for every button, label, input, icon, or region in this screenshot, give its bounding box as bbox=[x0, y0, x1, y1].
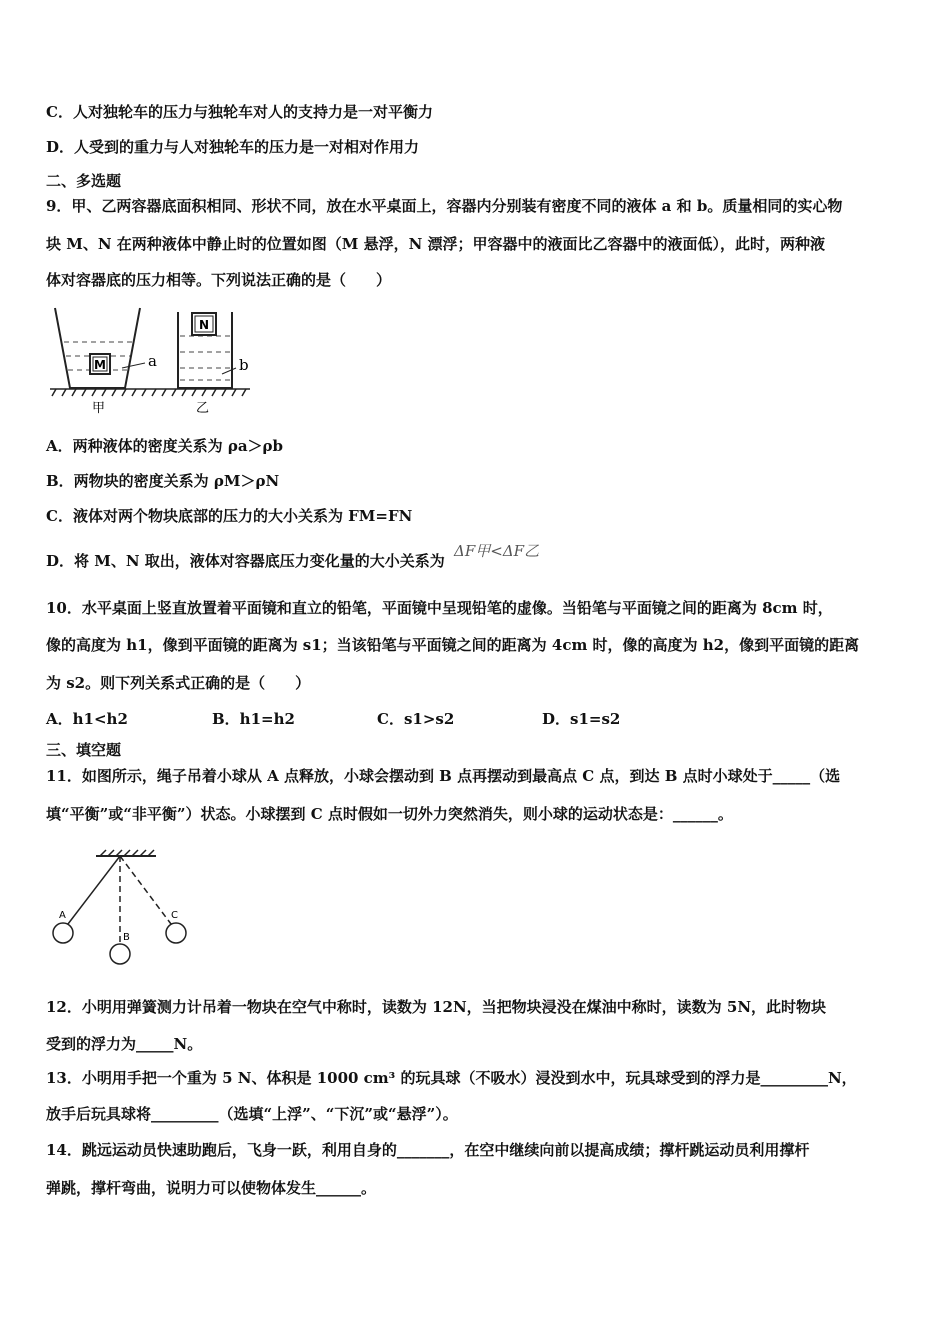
q10-option-a: A．h1<h2 bbox=[46, 710, 128, 728]
q9-stem-line3: 体对容器底的压力相等。下列说法正确的是（ ） bbox=[46, 271, 392, 289]
section-fill-blank-heading: 三、填空题 bbox=[46, 741, 122, 759]
svg-text:N: N bbox=[198, 318, 210, 332]
q9-containers-figure bbox=[50, 300, 260, 418]
q14-stem-line1: 14．跳远运动员快速助跑后，飞身一跃，利用自身的_______，在空中继续向前以提高成绩；撑杆跳运动员利用撑杆 bbox=[46, 1141, 810, 1159]
q9-option-b: B．两物块的密度关系为 ρM＞ρN bbox=[46, 472, 280, 490]
svg-text:b: b bbox=[239, 356, 249, 374]
svg-text:B: B bbox=[123, 932, 130, 943]
ball-b bbox=[110, 944, 130, 964]
q14-stem-line2: 弹跳，撑杆弯曲，说明力可以使物体发生______。 bbox=[46, 1179, 377, 1197]
q10-stem-line1: 10．水平桌面上竖直放置着平面镜和直立的铅笔，平面镜中呈现铅笔的虚像。当铅笔与平面镜之间的距离为 8cm 时， bbox=[46, 599, 833, 617]
q9-option-d bbox=[46, 542, 540, 571]
q8-option-d: D．人受到的重力与人对独轮车的压力是一对相对作用力 bbox=[46, 138, 420, 156]
q13-stem-line1: 13．小明用手把一个重为 5 N、体积是 1000 cm³ 的玩具球（不吸水）浸没到水中，玩具球受到的浮力是_________N， bbox=[46, 1069, 857, 1087]
q10-option-c: C．s1>s2 bbox=[377, 710, 455, 728]
q13-stem-line2: 放手后玩具球将_________（选填“上浮”、“下沉”或“悬浮”）。 bbox=[46, 1105, 458, 1123]
table-ground bbox=[50, 389, 250, 396]
svg-text:a: a bbox=[148, 352, 157, 370]
q9-option-c: C．液体对两个物块底部的压力的大小关系为 FM=FN bbox=[46, 507, 413, 525]
q10-stem-line3: 为 s2。则下列关系式正确的是（ ） bbox=[46, 674, 311, 692]
svg-text:甲: 甲 bbox=[92, 401, 106, 416]
q11-pendulum-figure bbox=[44, 848, 204, 968]
q9-option-a: A．两种液体的密度关系为 ρa＞ρb bbox=[46, 437, 284, 455]
ball-a bbox=[53, 923, 73, 943]
rope-a bbox=[68, 856, 120, 924]
q9-stem-line1: 9．甲、乙两容器底面积相同、形状不同，放在水平桌面上，容器内分别装有密度不同的液体 a 和 b。质量相同的实心物 bbox=[46, 197, 843, 215]
q8-option-c: C．人对独轮车的压力与独轮车对人的支持力是一对平衡力 bbox=[46, 103, 433, 121]
q9-option-d-formula: ΔF甲<ΔF乙 bbox=[454, 542, 540, 560]
ball-c bbox=[166, 923, 186, 943]
q10-stem-line2: 像的高度为 h1，像到平面镜的距离为 s1；当该铅笔与平面镜之间的距离为 4cm 时，像的高度为 h2，像到平面镜的距离 bbox=[46, 636, 860, 654]
q12-stem-line2: 受到的浮力为_____N。 bbox=[46, 1035, 203, 1053]
svg-text:C: C bbox=[171, 910, 178, 921]
q11-stem-line1: 11．如图所示，绳子吊着小球从 A 点释放，小球会摆动到 B 点再摆动到最高点 C 点，到达 B 点时小球处于_____（选 bbox=[46, 767, 841, 785]
q9-stem-line2: 块 M、N 在两种液体中静止时的位置如图（M 悬浮，N 漂浮；甲容器中的液面比乙容器中的液面低），此时，两种液 bbox=[46, 235, 826, 253]
rope-c bbox=[120, 856, 171, 924]
q12-stem-line1: 12．小明用弹簧测力计吊着一物块在空气中称时，读数为 12N，当把物块浸没在煤油中称时，读数为 5N，此时物块 bbox=[46, 998, 827, 1016]
container-jia bbox=[55, 308, 140, 388]
svg-text:M: M bbox=[94, 358, 106, 372]
q10-option-d: D．s1=s2 bbox=[542, 710, 621, 728]
q11-stem-line2: 填“平衡”或“非平衡”）状态。小球摆到 C 点时假如一切外力突然消失，则小球的运动状态是：______。 bbox=[46, 805, 733, 823]
svg-text:乙: 乙 bbox=[196, 401, 210, 416]
section-multiple-choice-heading: 二、多选题 bbox=[46, 172, 122, 190]
q9-option-d-text: D．将 M、N 取出，液体对容器底压力变化量的大小关系为 bbox=[46, 552, 445, 570]
q10-option-b: B．h1=h2 bbox=[212, 710, 295, 728]
svg-text:A: A bbox=[59, 910, 66, 921]
